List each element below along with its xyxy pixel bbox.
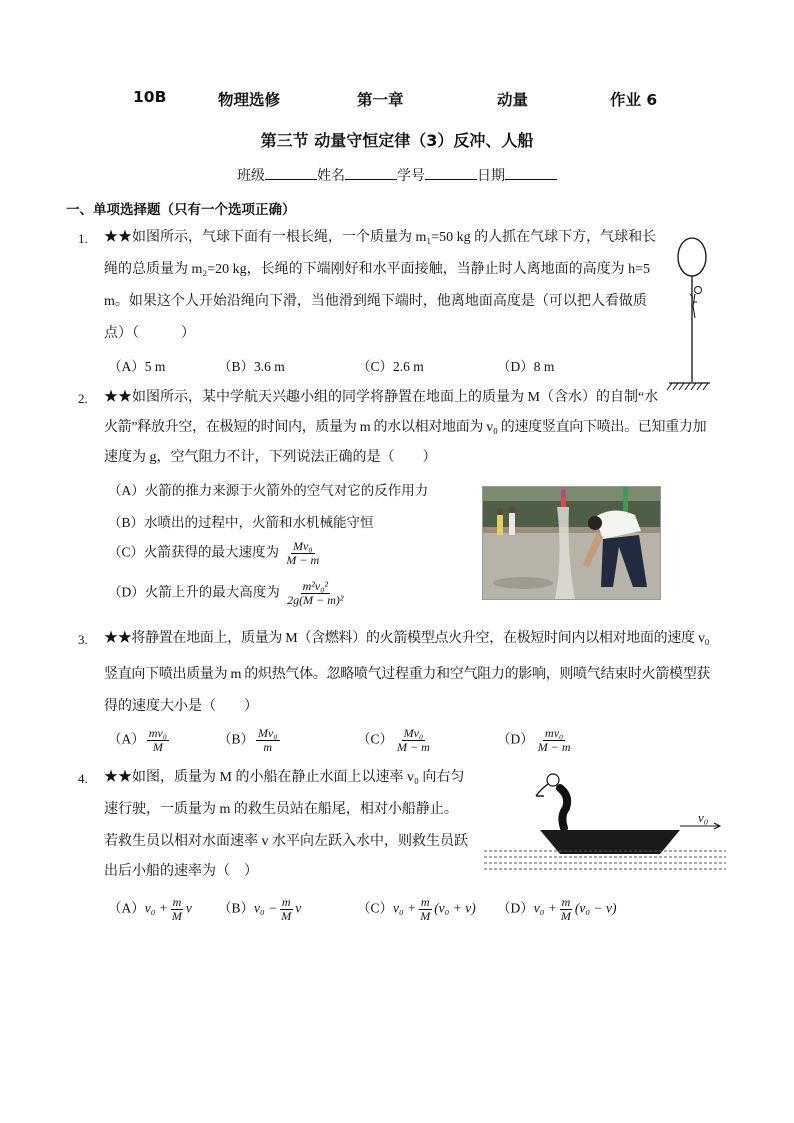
- water-rocket-photo-image: [483, 487, 660, 599]
- q3-option-c-fraction: $\frac{\text{Mv₀}}{M - m}$: [397, 726, 430, 754]
- q4-option-b-fraction: $\frac{m}{M}$: [281, 895, 292, 923]
- header-grade: 10B: [133, 88, 167, 106]
- q4-option-d-label: （D）: [497, 900, 534, 916]
- q2-number: 2.: [78, 391, 88, 406]
- balloon-figure: [664, 232, 714, 397]
- q4-line3: 若救生员以相对水面速率 v 水平向左跃入水中，则救生员跃: [104, 834, 468, 849]
- q4-number: 4.: [78, 771, 88, 786]
- q4-option-a-post: v: [185, 900, 192, 916]
- q1-option-a[interactable]: （A）5 m: [108, 359, 166, 374]
- q3-option-a[interactable]: [108, 727, 171, 754]
- q4-option-c-label: （C）: [357, 900, 394, 916]
- q3-number: 3.: [78, 632, 88, 647]
- q2-option-b[interactable]: （B）水喷出的过程中，火箭和水机械能守恒: [108, 515, 374, 530]
- q4-option-d-fraction: $\frac{m}{M}$: [560, 895, 571, 923]
- name-label: 姓名: [317, 169, 345, 184]
- student-info-line: [0, 165, 794, 185]
- q4-line2: 速行驶，一质量为 m 的救生员站在船尾，相对小船静止。: [104, 802, 458, 817]
- q4-option-d[interactable]: [497, 896, 616, 923]
- id-label: 学号: [397, 169, 425, 184]
- header-topic: 动量: [497, 91, 529, 109]
- q4-line1: ★★如图，质量为 M 的小船在静止水面上以速率 v₀ 向右匀: [104, 770, 465, 785]
- q2-line1: ★★如图所示，某中学航天兴趣小组的同学将静置在地面上的质量为 M（含水）的自制“水: [104, 390, 659, 405]
- q2-line2: 火箭”释放升空，在极短的时间内，质量为 m 的水以相对地面为 v₀ 的速度竖直向下喷出。已知重力加: [104, 420, 707, 435]
- id-blank[interactable]: [425, 167, 477, 180]
- q1-line4: 点）（ ）: [104, 326, 195, 341]
- boat-figure: [480, 768, 730, 878]
- q3-option-c-label: （C）: [357, 731, 394, 747]
- q4-option-a[interactable]: [108, 896, 192, 923]
- q1-line2: 绳的总质量为 m₂=20 kg，长绳的下端刚好和水平面接触，当静止时人离地面的高度为 h=5: [104, 262, 651, 277]
- q1-line3: m。如果这个人开始沿绳向下滑，当他滑到绳下端时，他离地面高度是（可以把人看做质: [104, 294, 647, 309]
- q2-option-c[interactable]: [108, 540, 323, 567]
- q4-option-d-post: (v₀ − v): [574, 900, 617, 916]
- q3-option-d-label: （D）: [497, 731, 534, 747]
- header-chapter: 第一章: [357, 91, 404, 109]
- section-title: 一、单项选择题（只有一个选项正确）: [66, 202, 296, 218]
- q2-option-d[interactable]: [108, 580, 347, 607]
- q4-option-b-pre: v₀ −: [254, 900, 278, 916]
- header-course: 物理选修: [218, 91, 281, 109]
- q2-option-d-text: （D）火箭上升的最大高度为: [108, 584, 280, 600]
- q3-option-b-label: （B）: [218, 731, 255, 747]
- q2-option-c-text: （C）火箭获得的最大速度为: [108, 544, 280, 560]
- q3-line3: 得的速度大小是（ ）: [104, 699, 258, 714]
- q4-option-b[interactable]: [218, 896, 301, 923]
- q1-line1: ★★如图所示，气球下面有一根长绳，一个质量为 m₁=50 kg 的人抓在气球下方，气球和长: [104, 230, 657, 245]
- q4-option-c[interactable]: [357, 896, 476, 923]
- header-homework: 作业 6: [610, 91, 658, 109]
- q4-option-c-pre: v₀ +: [393, 900, 417, 916]
- class-blank[interactable]: [265, 167, 317, 180]
- q3-option-d[interactable]: [497, 727, 575, 754]
- q4-line4: 出后小船的速率为（ ）: [104, 864, 258, 879]
- q4-option-c-fraction: $\frac{m}{M}$: [420, 895, 431, 923]
- q2-option-a[interactable]: （A）火箭的推力来源于火箭外的空气对它的反作用力: [108, 483, 429, 498]
- q3-line1: ★★将静置在地面上，质量为 M（含燃料）的火箭模型点火升空，在极短时间内以相对地面的速度 v₀: [104, 631, 710, 646]
- date-label: 日期: [477, 169, 505, 184]
- q3-option-c[interactable]: [357, 727, 434, 754]
- q1-option-d[interactable]: （D）8 m: [497, 359, 555, 374]
- q3-option-a-label: （A）: [108, 731, 145, 747]
- q4-option-b-label: （B）: [218, 900, 255, 916]
- q1-option-c[interactable]: （C）2.6 m: [357, 359, 424, 374]
- class-label: 班级: [237, 169, 265, 184]
- q4-option-a-label: （A）: [108, 900, 145, 916]
- boat-velocity-label: v₀: [698, 810, 709, 825]
- water-rocket-photo: [482, 486, 661, 600]
- q3-option-a-fraction: $\frac{\text{mv₀}}{M}$: [148, 726, 167, 754]
- date-blank[interactable]: [505, 167, 557, 180]
- q4-option-a-pre: v₀ +: [144, 900, 168, 916]
- q4-option-b-post: v: [295, 900, 302, 916]
- q4-option-d-pre: v₀ +: [533, 900, 557, 916]
- q4-option-c-post: (v₀ + v): [434, 900, 476, 916]
- q3-option-b[interactable]: [218, 727, 282, 754]
- q3-option-d-fraction: $\frac{\text{mv₀}}{M - m}$: [537, 726, 571, 754]
- q3-option-b-fraction: $\frac{\text{Mv₀}}{m}$: [258, 726, 278, 754]
- q3-line2: 竖直向下喷出质量为 m 的炽热气体。忽略喷气过程重力和空气阻力的影响，则喷气结束时火箭模型获: [104, 667, 711, 682]
- q1-option-b[interactable]: （B）3.6 m: [218, 359, 285, 374]
- q2-option-d-fraction: $\frac{\text{m²v₀²}}{\text{2g(M − m)²}}$: [287, 579, 344, 607]
- q1-number: 1.: [78, 231, 88, 246]
- name-blank[interactable]: [345, 167, 397, 180]
- q4-option-a-fraction: $\frac{m}{M}$: [171, 895, 182, 923]
- q2-line3: 速度为 g，空气阻力不计，下列说法正确的是（ ）: [104, 450, 437, 465]
- q2-option-c-fraction: $\frac{\text{Mv₀}}{M - m}$: [286, 539, 320, 567]
- page-title: 第三节 动量守恒定律（3）反冲、人船: [260, 131, 534, 150]
